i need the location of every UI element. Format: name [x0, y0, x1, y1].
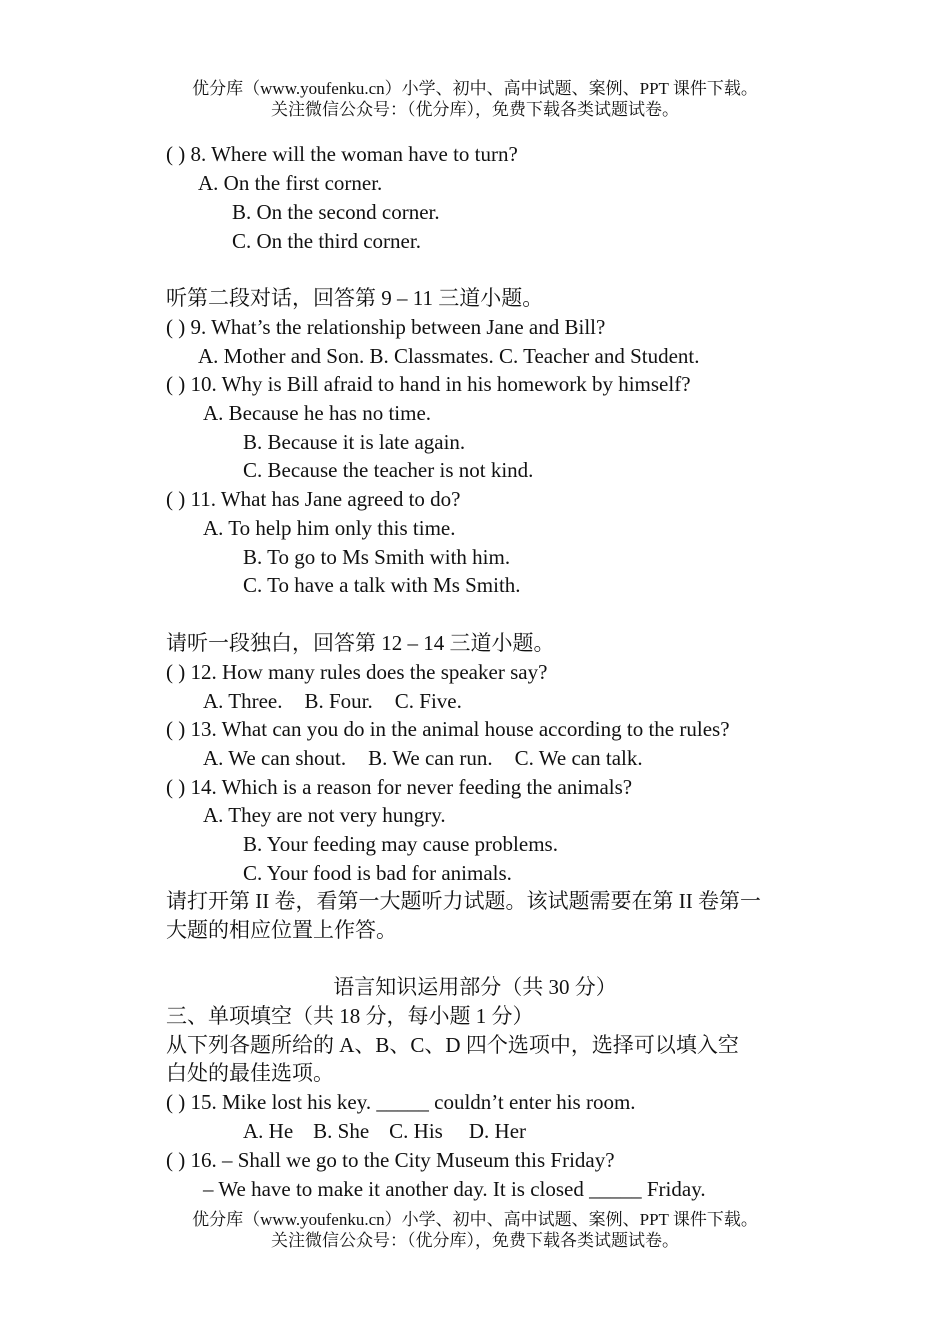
question-15: ( ) 15. Mike lost his key. _____ couldn’t enter his room. [166, 1090, 636, 1114]
question-8: ( ) 8. Where will the woman have to turn? [166, 142, 518, 166]
q16-reply: – We have to make it another day. It is closed _____ Friday. [203, 1177, 706, 1201]
question-12: ( ) 12. How many rules does the speaker say? [166, 660, 548, 684]
q13-option-b: B. We can run. [368, 746, 493, 770]
q12-option-a: A. Three. [203, 689, 283, 713]
q11-option-c: C. To have a talk with Ms Smith. [243, 573, 521, 597]
footer-line-2: 关注微信公众号：（优分库），免费下载各类试题试卷。 [271, 1231, 679, 1250]
section-3-instruction-line-2: 白处的最佳选项。 [166, 1061, 334, 1085]
section-3-instruction-line-1: 从下列各题所给的 A、B、C、D 四个选项中，选择可以填入空 [166, 1033, 739, 1057]
page-header [0, 78, 950, 120]
q8-option-b: B. On the second corner. [232, 200, 440, 224]
question-14: ( ) 14. Which is a reason for never feeding the animals? [166, 775, 633, 799]
q13-options [203, 744, 643, 772]
q13-option-a: A. We can shout. [203, 746, 347, 770]
q12-options [203, 687, 462, 715]
q15-option-d: D. Her [468, 1119, 527, 1143]
section-3-title: 三、单项填空（共 18 分，每小题 1 分） [166, 1004, 534, 1028]
q9-options: A. Mother and Son. B. Classmates. C. Teacher and Student. [198, 344, 700, 368]
q11-option-b: B. To go to Ms Smith with him. [243, 545, 511, 569]
question-9: ( ) 9. What’s the relationship between Jane and Bill? [166, 315, 606, 339]
q11-option-a: A. To help him only this time. [203, 516, 456, 540]
q10-option-b: B. Because it is late again. [243, 430, 466, 454]
page-footer [0, 1209, 950, 1251]
question-11: ( ) 11. What has Jane agreed to do? [166, 487, 461, 511]
header-line-2: 关注微信公众号：（优分库），免费下载各类试题试卷。 [271, 100, 679, 119]
q8-option-c: C. On the third corner. [232, 229, 421, 253]
q8-option-a: A. On the first corner. [198, 171, 383, 195]
q10-option-a: A. Because he has no time. [203, 401, 432, 425]
q15-option-a: A. He [243, 1119, 294, 1143]
q13-option-c: C. We can talk. [514, 746, 643, 770]
q15-option-c: C. His [389, 1119, 443, 1143]
question-13: ( ) 13. What can you do in the animal house according to the rules? [166, 717, 730, 741]
instruction-line-1: 请打开第 II 卷，看第一大题听力试题。该试题需要在第 II 卷第一 [166, 889, 761, 913]
part-title: 语言知识运用部分（共 30 分） [333, 975, 617, 999]
q14-option-a: A. They are not very hungry. [203, 803, 446, 827]
q14-option-c: C. Your food is bad for animals. [243, 861, 512, 885]
q15-options [243, 1117, 526, 1145]
q12-option-c: C. Five. [394, 689, 462, 713]
question-10: ( ) 10. Why is Bill afraid to hand in his homework by himself? [166, 372, 691, 396]
instruction-line-2: 大题的相应位置上作答。 [166, 918, 397, 942]
q15-option-b: B. She [313, 1119, 370, 1143]
q12-option-b: B. Four. [304, 689, 373, 713]
section-monologue: 请听一段独白，回答第 12 – 14 三道小题。 [166, 631, 555, 655]
q10-option-c: C. Because the teacher is not kind. [243, 458, 534, 482]
q14-option-b: B. Your feeding may cause problems. [243, 832, 558, 856]
footer-line-1: 优分库（www.youfenku.cn）小学、初中、高中试题、案例、PPT 课件下载。 [192, 1210, 758, 1229]
question-16: ( ) 16. – Shall we go to the City Museum this Friday? [166, 1148, 615, 1172]
header-line-1: 优分库（www.youfenku.cn）小学、初中、高中试题、案例、PPT 课件下载。 [192, 79, 758, 98]
section-dialog-2: 听第二段对话，回答第 9 – 11 三道小题。 [166, 286, 544, 310]
